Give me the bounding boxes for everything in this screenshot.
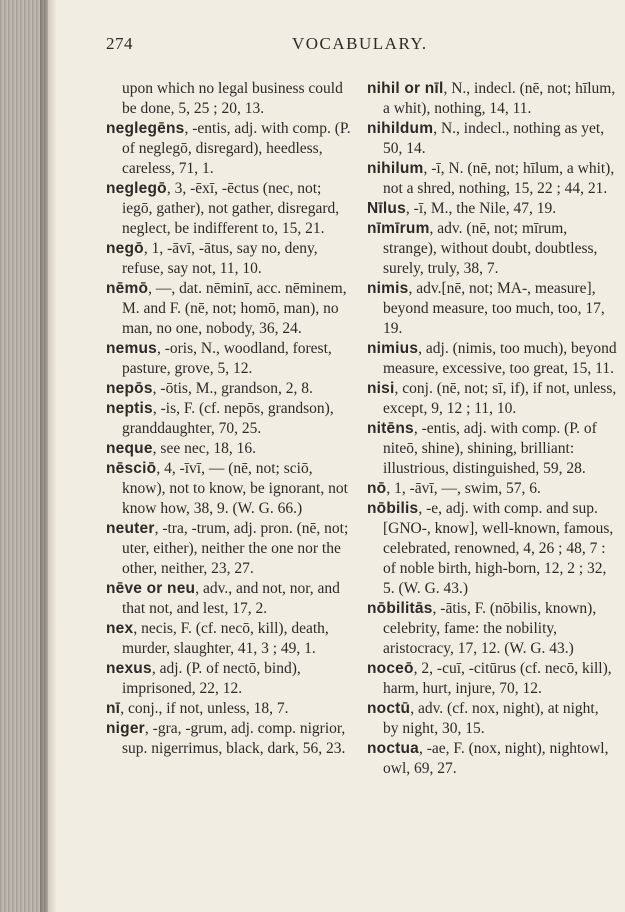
entry-definition: , adj. (P. of nectō, bind), imprisoned, 22, 12.: [122, 660, 301, 697]
dictionary-entry: [106, 579, 354, 619]
entry-definition: upon which no legal business could be done, 5, 25 ; 20, 13.: [122, 80, 343, 117]
entry-headword: neptis: [106, 400, 153, 417]
dictionary-entry: [367, 199, 617, 219]
entry-headword: nōbilis: [367, 500, 419, 517]
entry-definition: , 2, -cuī, -citūrus (cf. necō, kill), harm, hurt, injure, 70, 12.: [383, 660, 612, 697]
entry-definition: , adv.[nē, not; MA-, measure], beyond measure, too much, too, 17, 19.: [383, 280, 605, 337]
entry-headword: neglegō: [106, 180, 167, 197]
entry-headword: neque: [106, 440, 153, 457]
entry-definition: , adv. (nē, not; mīrum, strange), without doubt, doubtless, surely, truly, 38, 7.: [383, 220, 598, 277]
entry-headword: nex: [106, 620, 134, 637]
dictionary-entry: [106, 79, 354, 119]
entry-definition: , -ōtis, M., grandson, 2, 8.: [152, 380, 313, 397]
dictionary-entry: [367, 379, 617, 419]
entry-headword: nihildum: [367, 120, 434, 137]
entry-headword: nōbilitās: [367, 600, 433, 617]
dictionary-entry: [367, 339, 617, 379]
entry-definition: , N., indecl., nothing as yet, 50, 14.: [383, 120, 605, 157]
entry-definition: , necis, F. (cf. necō, kill), death, murder, slaughter, 41, 3 ; 49, 1.: [122, 620, 329, 657]
gutter-shadow: [40, 0, 56, 912]
dictionary-entry: [106, 719, 354, 759]
dictionary-entry: [106, 179, 354, 239]
entry-headword: neuter: [106, 520, 155, 537]
left-column: [106, 79, 354, 759]
dictionary-entry: [367, 499, 617, 599]
dictionary-entry: [367, 659, 617, 699]
entry-definition: , -ātis, F. (nōbilis, known), celebrity, fame: the nobility, aristocracy, 17, 12. (W. G. 43.): [383, 600, 597, 657]
entry-definition: , N., indecl. (nē, not; hīlum, a whit), nothing, 14, 11.: [383, 80, 616, 117]
entry-headword: noctua: [367, 740, 420, 757]
entry-definition: , see nec, 18, 16.: [152, 440, 256, 457]
entry-headword: nihil or nīl: [367, 80, 444, 97]
dictionary-entry: [367, 419, 617, 479]
entry-headword: nimis: [367, 280, 409, 297]
dictionary-entry: [367, 699, 617, 739]
entry-headword: nī: [106, 700, 121, 717]
dictionary-entry: [367, 739, 617, 779]
entry-definition: , -entis, adj. with comp. (P. of niteō, shine), shining, brilliant: illustrious, distinguished, 59, 28.: [383, 420, 597, 477]
entry-headword: nēmō: [106, 280, 149, 297]
dictionary-entry: [106, 619, 354, 659]
entry-headword: nemus: [106, 340, 157, 357]
entry-definition: , adv., and not, nor, and that not, and lest, 17, 2.: [122, 580, 340, 617]
dictionary-entry: [106, 439, 354, 459]
entry-definition: , -tra, -trum, adj. pron. (nē, not; uter, either), neither the one nor the other, neither, 23, 27.: [122, 520, 349, 577]
entry-headword: neglegēns: [106, 120, 185, 137]
entry-definition: , -entis, adj. with comp. (P. of neglegō, disregard), heedless, careless, 71, 1.: [122, 120, 351, 177]
dictionary-entry: [367, 119, 617, 159]
dictionary-entry: [106, 379, 354, 399]
dictionary-entry: [106, 119, 354, 179]
entry-definition: , -e, adj. with comp. and sup. [GNO-, know], well-known, famous, celebrated, renowned, 4, 26 ; 48, 7 : of noble birth, high-born, 12, 2 ; 32, 5. (W. G. 43.): [383, 500, 614, 597]
entry-headword: nō: [367, 480, 387, 497]
dictionary-entry: [367, 479, 617, 499]
page-number: 274: [106, 34, 133, 53]
dictionary-entry: [367, 219, 617, 279]
entry-definition: , adj. (nimis, too much), beyond measure, excessive, too great, 15, 11.: [383, 340, 617, 377]
dictionary-entry: [106, 339, 354, 379]
entry-definition: , 1, -āvī, -ātus, say no, deny, refuse, say not, 11, 10.: [122, 240, 318, 277]
dictionary-entry: [106, 659, 354, 699]
entry-definition: , -oris, N., woodland, forest, pasture, grove, 5, 12.: [122, 340, 332, 377]
entry-definition: , -is, F. (cf. nepōs, grandson), granddaughter, 70, 25.: [122, 400, 334, 437]
entry-headword: niger: [106, 720, 145, 737]
entry-definition: , -ī, N. (nē, not; hīlum, a whit), not a shred, nothing, 15, 22 ; 44, 21.: [383, 160, 615, 197]
entry-definition: , -ae, F. (nox, night), nightowl, owl, 69, 27.: [383, 740, 609, 777]
dictionary-entry: [367, 599, 617, 659]
dictionary-entry: [367, 279, 617, 339]
dictionary-entry: [106, 239, 354, 279]
entry-headword: nēve or neu: [106, 580, 196, 597]
entry-headword: nisi: [367, 380, 395, 397]
dictionary-entry: [367, 79, 617, 119]
entry-headword: nitēns: [367, 420, 414, 437]
dictionary-entry: [106, 399, 354, 439]
entry-headword: noceō: [367, 660, 414, 677]
entry-headword: nexus: [106, 660, 152, 677]
entry-headword: nepōs: [106, 380, 153, 397]
entry-definition: , 1, -āvī, —, swim, 57, 6.: [386, 480, 541, 497]
entry-definition: , 4, -īvī, — (nē, not; sciō, know), not to know, be ignorant, not know how, 38, 9. (W. G. 66.): [122, 460, 348, 517]
entry-definition: , 3, -ēxī, -ēctus (nec, not; iegō, gather), not gather, disregard, neglect, be indifferent to, 15, 21.: [122, 180, 340, 237]
right-column: [367, 79, 617, 779]
entry-definition: , adv. (cf. nox, night), at night, by night, 30, 15.: [383, 700, 599, 737]
entry-definition: , -ī, M., the Nile, 47, 19.: [405, 200, 557, 217]
dictionary-entry: [106, 519, 354, 579]
entry-headword: nēsciō: [106, 460, 157, 477]
entry-headword: negō: [106, 240, 144, 257]
dictionary-entry: [106, 279, 354, 339]
running-head: VOCABULARY.: [292, 34, 428, 53]
entry-headword: Nīlus: [367, 200, 406, 217]
entry-definition: , —, dat. nēminī, acc. nēminem, M. and F. (nē, not; homō, man), no man, no one, nobody, 36, 24.: [122, 280, 347, 337]
entry-definition: , conj., if not, unless, 18, 7.: [120, 700, 289, 717]
dictionary-entry: [106, 699, 354, 719]
dictionary-entry: [106, 459, 354, 519]
entry-definition: , conj. (nē, not; sī, if), if not, unless, except, 9, 12 ; 11, 10.: [383, 380, 617, 417]
entry-headword: nimius: [367, 340, 419, 357]
entry-headword: noctū: [367, 700, 411, 717]
dictionary-entry: [367, 159, 617, 199]
page-header: [106, 34, 576, 58]
entry-headword: nihilum: [367, 160, 424, 177]
entry-definition: , -gra, -grum, adj. comp. nigrior, sup. nigerrimus, black, dark, 56, 23.: [122, 720, 346, 757]
entry-headword: nīmīrum: [367, 220, 430, 237]
